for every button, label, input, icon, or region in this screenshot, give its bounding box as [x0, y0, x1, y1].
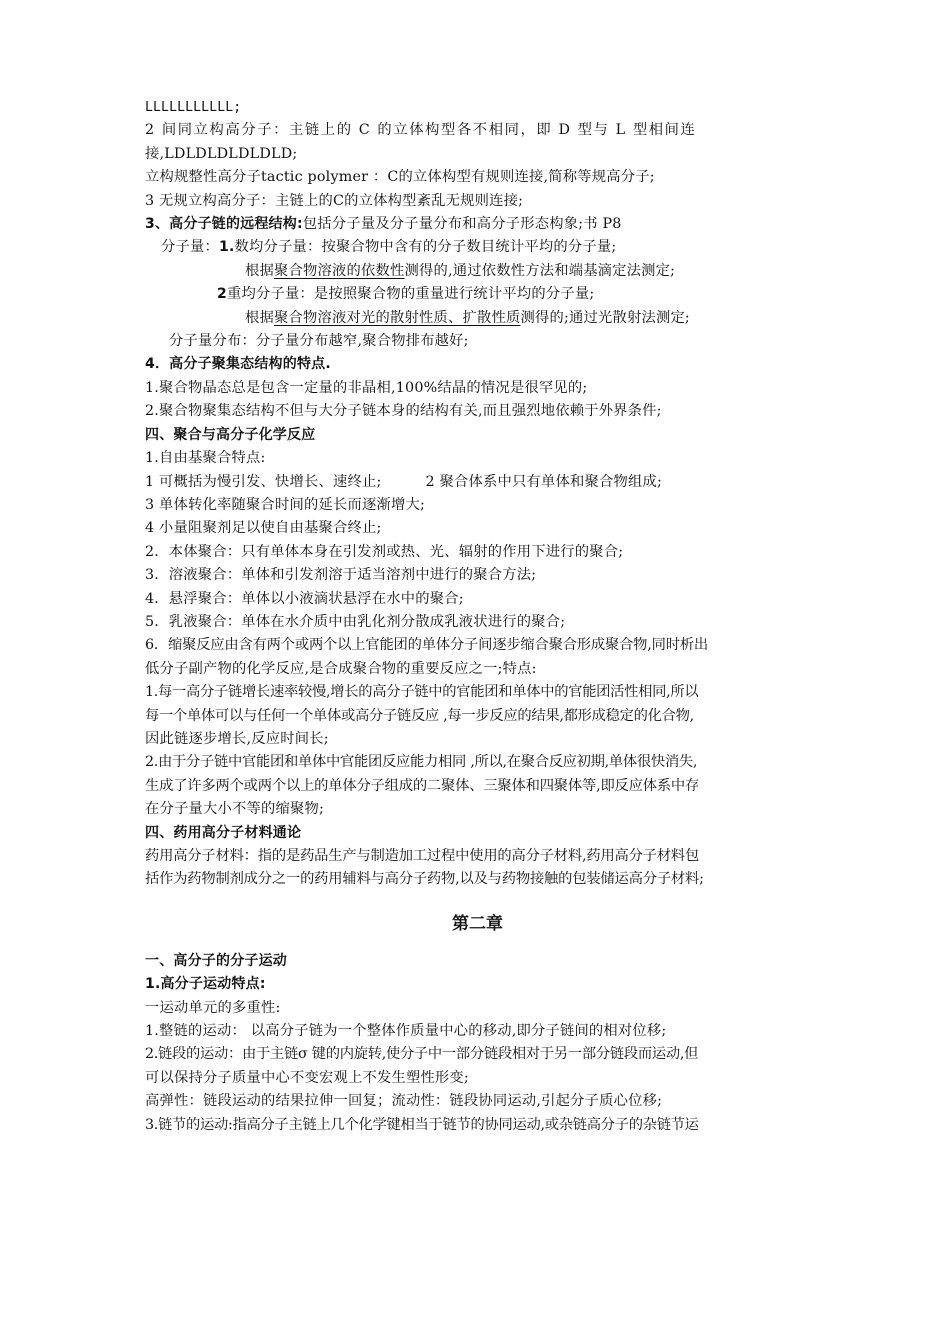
list-number: 2	[217, 286, 227, 303]
text-line: 在分子量大小不等的缩聚物;	[145, 801, 324, 818]
section-heading: 1.高分子运动特点:	[145, 976, 266, 993]
definition: 重均分子量：是按照聚合物的重量进行统计平均的分子量;	[226, 286, 595, 303]
text-line: 每一个单体可以与任何一个单体或高分子链反应 ,每一步反应的结果,都形成稳定的化合物,	[145, 707, 694, 724]
section-heading: 四、药用高分子材料通论	[145, 824, 302, 841]
text-line: LLLLLLLLLLL;	[145, 100, 242, 115]
text-line: 1.整链的运动： 以高分子链为一个整体作质量中心的移动,即分子链间的相对位移;	[145, 1023, 667, 1040]
text: 1 可概括为慢引发、快增长、速终止;	[145, 473, 382, 490]
text-line: 生成了许多两个或两个以上的单体分子组成的二聚体、三聚体和四聚体等,即反应体系中存	[145, 777, 700, 794]
section-heading: 4．高分子聚集态结构的特点.	[145, 356, 331, 373]
text-line	[145, 307, 810, 330]
text-line: 低分子副产物的化学反应,是合成聚合物的重要反应之一;特点:	[145, 660, 537, 677]
text-line: 1.自由基聚合特点:	[145, 450, 266, 467]
text: 测得的,通过依数性方法和端基滴定法测定;	[404, 262, 676, 279]
text: 测得的;通过光散射法测定;	[520, 309, 690, 326]
text-line: 2.聚合物聚集态结构不但与大分子链本身的结构有关,而且强烈地依赖于外界条件;	[145, 403, 662, 420]
text-line: 5．乳液聚合：单体在水介质中由乳化剂分散成乳液状进行的聚合;	[145, 613, 566, 630]
text-line: 3．溶液聚合：单体和引发剂溶于适当溶剂中进行的聚合方法;	[145, 567, 537, 584]
text-line: 因此链逐步增长,反应时间长;	[145, 730, 329, 747]
text-line: 可以保持分子质量中心不变宏观上不发生塑性形变;	[145, 1069, 469, 1086]
text-line: 2.由于分子链中官能团和单体中官能团反应能力相同 ,所以,在聚合反应初期,单体很快消失,	[145, 754, 698, 771]
text-line: 3 单体转化率随聚合时间的延长而逐渐增大;	[145, 496, 425, 513]
text-line	[145, 471, 810, 494]
text-line: 4 小量阻聚剂足以使自由基聚合终止;	[145, 520, 382, 537]
text-line: 2 间同立构高分子：主链上的 C 的立体构型各不相同，即 D 型与 L 型相间连	[145, 122, 697, 139]
section-heading	[145, 213, 810, 236]
text-line: 高弹性：链段运动的结果拉伸一回复；流动性：链段协同运动,引起分子质心位移;	[145, 1093, 663, 1110]
text-line: 2．本体聚合：只有单体本身在引发剂或热、光、辐射的作用下进行的聚合;	[145, 543, 624, 560]
underlined-text: 聚合物溶液的依数性	[274, 262, 405, 279]
text-line: 3 无规立构高分子：主链上的C的立体构型紊乱无规则连接;	[145, 192, 524, 209]
underlined-text: 聚合物溶液对光的散射性质、扩散性质	[274, 309, 521, 326]
heading-detail: 包括分子量及分子量分布和高分子形态构象;书 P8	[302, 216, 622, 233]
chapter-title: 第二章	[452, 913, 503, 934]
text-line	[145, 283, 810, 306]
text-line: 立构规整性高分子tactic polymer ：C的立体构型有规则连接,简称等规高分子;	[145, 169, 655, 186]
text-line: 1.每一高分子链增长速率较慢,增长的高分子链中的官能团和单体中的官能团活性相同,所以	[145, 684, 699, 701]
text-line: 3.链节的运动:指高分子主链上几个化学键相当于链节的协同运动,或杂链高分子的杂链节运	[145, 1116, 699, 1133]
text-line: 药用高分子材料：指的是药品生产与制造加工过程中使用的高分子材料,药用高分子材料包	[145, 848, 700, 864]
text-line	[145, 260, 810, 283]
heading-text: 3、高分子链的远程结构:	[145, 216, 303, 233]
text-line: 4．悬浮聚合：单体以小液滴状悬浮在水中的聚合;	[145, 590, 464, 607]
text: 根据	[245, 262, 274, 279]
text-line	[145, 236, 810, 259]
text-line: 1.聚合物晶态总是包含一定量的非晶相,100%结晶的情况是很罕见的;	[145, 379, 588, 396]
document-page	[145, 96, 810, 1137]
section-heading: 四、聚合与高分子化学反应	[145, 426, 316, 443]
text: 根据	[245, 309, 274, 326]
list-number: 1.	[219, 239, 235, 256]
section-heading: 一、高分子的分子运动	[145, 952, 287, 969]
label: 分子量：	[161, 239, 219, 256]
text-line: 一运动单元的多重性:	[145, 999, 281, 1016]
text: 2 聚合体系中只有单体和聚合物组成;	[425, 473, 663, 490]
text-line: 6．缩聚反应由含有两个或两个以上官能团的单体分子间逐步缩合聚合形成聚合物,同时析出	[145, 637, 709, 654]
definition: 数均分子量：按聚合物中含有的分子数目统计平均的分子量;	[234, 239, 617, 256]
text-line: 接,LDLDLDLDLDLD;	[145, 145, 298, 162]
text-line: 2.链段的运动：由于主链σ 键的内旋转,使分子中一部分链段相对于另一部分链段而运动,但	[145, 1046, 699, 1063]
text-line: 括作为药物制剂成分之一的药用辅料与高分子药物,以及与药物接触的包装储运高分子材料;	[145, 871, 704, 888]
text-line: 分子量分布：分子量分布越窄,聚合物排布越好;	[169, 333, 469, 350]
